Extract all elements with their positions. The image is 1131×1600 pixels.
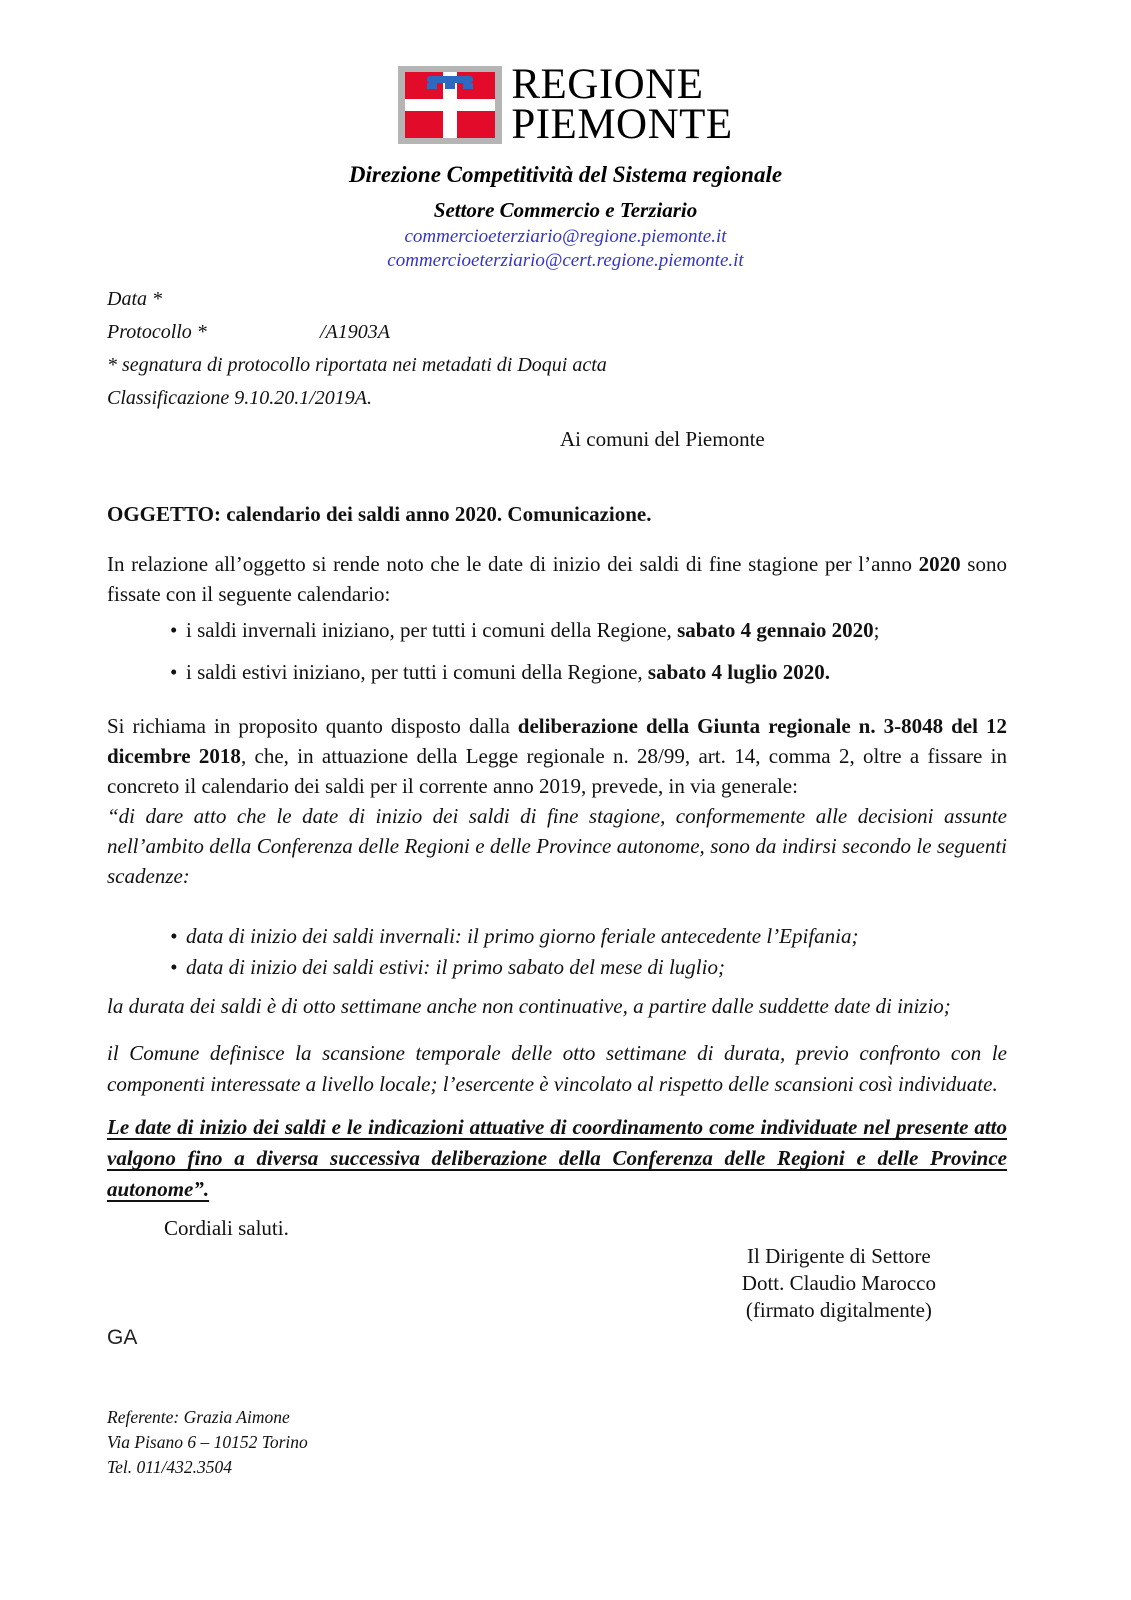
bullet-icon: •: [170, 955, 178, 979]
summer-criterion-text: data di inizio dei saldi estivi: il primo sabato del mese di luglio;: [186, 955, 725, 979]
signer-role: Il Dirigente di Settore: [747, 1244, 931, 1268]
list-item-winter-sales: [170, 615, 1007, 645]
summer-sales-text: [186, 657, 830, 687]
intro-text-post: sono fissate con il seguente calendario:: [107, 552, 1007, 606]
direzione-title: Direzione Competitività del Sistema regionale: [348, 162, 783, 187]
paragraph-richiamo: [107, 711, 1007, 801]
paragraph-validita-underlined: Le date di inizio dei saldi e le indicazioni attuative di coordinamento come individuate nel presente atto valgono fino a diversa successiva deliberazione della Conferenza delle Regioni e delle Province autonome”.: [107, 1115, 1007, 1201]
winter-sales-text: [186, 615, 880, 645]
winter-sales-post: ;: [873, 618, 880, 642]
subject-line: OGGETTO: calendario dei saldi anno 2020. Comunicazione.: [107, 502, 652, 526]
summer-sales-date-bold: sabato 4 luglio 2020.: [647, 660, 830, 684]
list-item-summer-criterion: [170, 952, 1007, 983]
richiamo-deliberazione-bold: deliberazione della Giunta regionale n. 3-8048 del 12 dicembre 2018: [107, 714, 1007, 768]
crest-red-square: [457, 111, 495, 138]
intro-text: In relazione all’oggetto si rende noto che le date di inizio dei saldi di fine stagione per l’anno: [107, 552, 919, 576]
signature-block: [742, 1243, 936, 1324]
settore-title: Settore Commercio e Terziario: [433, 198, 698, 222]
footer-phone: Tel. 011/432.3504: [107, 1457, 232, 1477]
bullet-icon: •: [170, 618, 178, 642]
intro-year-bold: 2020: [918, 552, 961, 576]
logo-wordmark-line1: REGIONE: [511, 61, 704, 108]
bullet-icon: •: [170, 660, 178, 684]
crest-blue-label-icon: [427, 76, 473, 83]
signer-note: (firmato digitalmente): [745, 1298, 932, 1322]
paragraph-comune: il Comune definisce la scansione temporale delle otto settimane di durata, previo confronto con le componenti interessate a livello locale; l’esercente è vincolato al rispetto delle scansioni così individuate.: [107, 1041, 1007, 1096]
salutation: Cordiali saluti.: [164, 1216, 289, 1240]
footer-referente: Referente: Grazia Aimone: [107, 1407, 290, 1427]
email-link-pec[interactable]: commercioeterziario@cert.regione.piemonte.it: [387, 250, 744, 271]
winter-criterion-text: data di inizio dei saldi invernali: il primo giorno feriale antecedente l’Epifania;: [186, 924, 859, 948]
winter-sales-pre: i saldi invernali iniziano, per tutti i comuni della Regione,: [186, 618, 678, 642]
email-link-primary[interactable]: commercioeterziario@regione.piemonte.it: [404, 226, 727, 247]
classificazione-line: Classificazione 9.10.20.1/2019A.: [107, 387, 372, 409]
winter-sales-date-bold: sabato 4 gennaio 2020: [677, 618, 874, 642]
protocollo-label: Protocollo *: [107, 321, 207, 343]
logo-wordmark: [511, 61, 733, 148]
paragraph-intro: [107, 549, 1007, 609]
protocol-footnote: * segnatura di protocollo riportata nei metadati di Doqui acta: [107, 354, 607, 376]
signer-name: Dott. Claudio Marocco: [741, 1271, 936, 1295]
logo-wordmark-line2: PIEMONTE: [511, 101, 733, 148]
paragraph-durata: la durata dei saldi è di otto settimane anche non continuative, a partire dalle suddette date di inizio;: [107, 994, 951, 1018]
list-item-summer-sales: [170, 657, 1007, 687]
richiamo-post: , che, in attuazione della Legge regionale n. 28/99, art. 14, comma 2, oltre a fissare in concreto il calendario dei saldi per il corrente anno 2019, prevede, in via generale:: [107, 744, 1008, 798]
bullet-icon: •: [170, 924, 178, 948]
footer-address: Via Pisano 6 – 10152 Torino: [107, 1432, 308, 1452]
crest-cross: [405, 72, 495, 138]
protocollo-line: [107, 316, 1131, 349]
quote-criteria-list: [170, 921, 1007, 983]
drafter-initials: GA: [107, 1326, 138, 1349]
richiamo-pre: Si richiama in proposito quanto disposto dalla: [107, 714, 518, 738]
regione-piemonte-logo: [0, 62, 1131, 148]
data-line: Data *: [107, 288, 162, 310]
protocol-block: [107, 283, 1131, 415]
crest-blue-label-tabs: [427, 83, 473, 89]
protocollo-value: /A1903A: [320, 321, 390, 343]
piemonte-crest-icon: [398, 66, 502, 144]
crest-red-square: [405, 111, 443, 138]
footer-contact-block: [107, 1405, 1131, 1480]
email-block: [0, 225, 1131, 273]
sale-dates-list: [170, 615, 1007, 687]
paragraph-quote: “di dare atto che le date di inizio dei saldi di fine stagione, conformemente alle decisioni assunte nell’ambito della Conferenza delle Regioni e delle Province autonome, sono da indirsi secondo le seguenti scadenze:: [107, 804, 1007, 888]
list-item-winter-criterion: [170, 921, 1007, 952]
recipient: Ai comuni del Piemonte: [560, 427, 765, 451]
summer-sales-pre: i saldi estivi iniziano, per tutti i comuni della Regione,: [186, 660, 648, 684]
